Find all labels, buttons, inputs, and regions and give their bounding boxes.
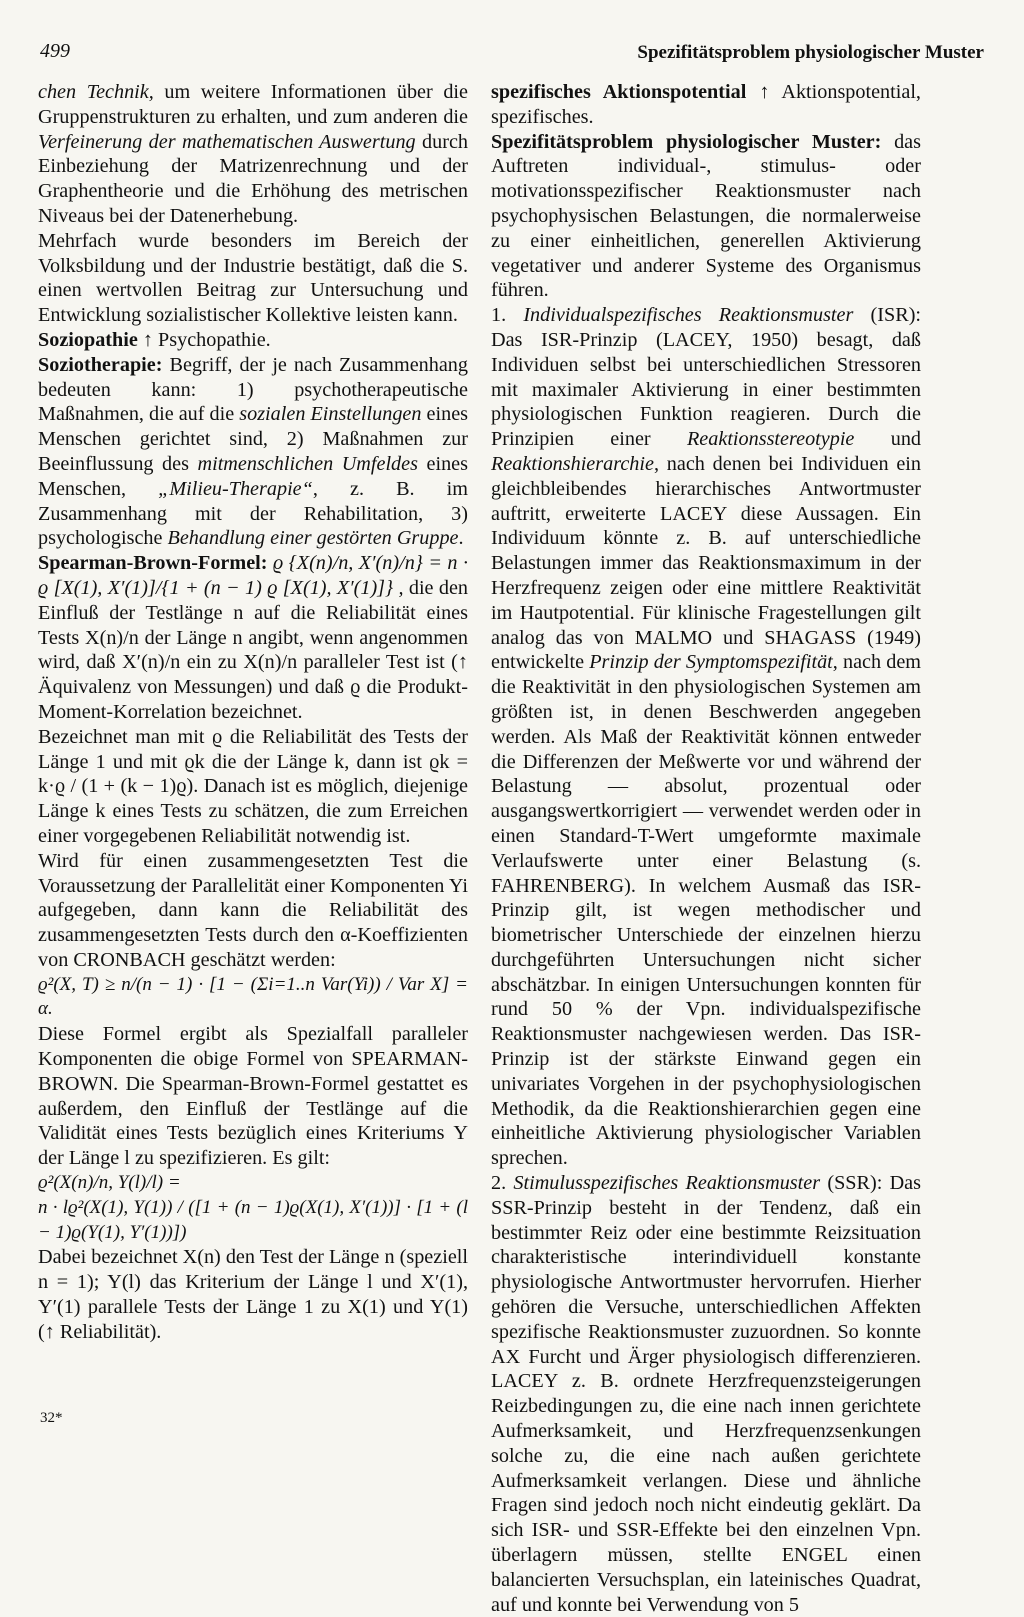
body-text: das Auftreten individual-, stimulus- oder motivationsspezifischer Reaktionsmuster nach psychophysischen Belastungen, die normalerweise zu einer einheitlichen, generellen Aktivierung vegetativer und anderer Systeme des Organismus führen. xyxy=(491,130,921,302)
section-number: 2. xyxy=(491,1172,514,1195)
paragraph-definitions: Dabei bezeichnet X(n) den Test der Länge n (speziell n = 1); Y(l) das Kriterium der Länge l und X′(1), Y′(1) parallele Tests der Länge 1 zu X(1) und Y(1) (↑ Reliabilität). xyxy=(38,1246,468,1343)
entry-term: Spezifitätsproblem physiologischer Muster: xyxy=(491,130,882,153)
paragraph-validity: Diese Formel ergibt als Spezialfall paralleler Komponenten die obige Formel von SPEARMAN-BROWN. Die Spearman-Brown-Formel gestattet es außerdem, den Einfluß der Testlänge auf die Validität eines Tests bezüglich eines Kriteriums Y der Länge l zu spezifizieren. Es gilt: xyxy=(38,1023,468,1170)
entry-spezifitaetsproblem xyxy=(491,130,921,304)
italic-text: „Milieu-Therapie“ xyxy=(158,477,313,500)
italic-text: Reaktionsstereotypie xyxy=(686,428,855,451)
section-heading: Stimulusspezifisches Reaktionsmuster xyxy=(513,1172,821,1195)
entry-term: Soziotherapie: xyxy=(38,353,163,376)
entry-term: Soziopathie xyxy=(38,328,138,351)
formula-validity-rhs: n · lϱ²(X(1), Y(1)) / ([1 + (n − 1)ϱ(X(1), X′(1))] · [1 + (l − 1)ϱ(Y(1), Y′(1))]) xyxy=(38,1196,468,1243)
right-column xyxy=(491,80,921,1617)
body-text: . xyxy=(458,527,464,550)
page-number: 499 xyxy=(40,40,70,62)
body-text: , z. B. im Zusammenhang mit der Rehabilitation, 3) psychologische xyxy=(38,477,468,550)
paragraph-volksbildung: Mehrfach wurde besonders im Bereich der Volksbildung und der Industrie bestätigt, daß die S. einen wertvollen Beitrag zur Untersuchung und Entwicklung sozialistischer Kollektive leisten kann. xyxy=(38,229,468,327)
entry-term: spezifisches Aktionspotential xyxy=(491,81,747,103)
body-text: um weitere Informationen über die Gruppenstrukturen zu erhalten, und zum anderen die xyxy=(38,81,468,128)
running-head: Spezifitätsproblem physiologischer Muster xyxy=(637,42,984,63)
body-text: eines Menschen gerichtet sind, 2) Maßnahmen zur Beeinflussung des xyxy=(38,403,469,475)
formula-alpha: ϱ²(X, T) ≥ n/(n − 1) · [1 − (Σi=1..n Var(Yi)) / Var X] = α. xyxy=(38,973,468,1020)
paragraph-technik xyxy=(38,80,468,229)
entry-soziotherapie xyxy=(38,353,468,551)
paragraph-reliability-k: Bezeichnet man mit ϱ die Reliabilität des Tests der Länge 1 und mit ϱk die der Länge k, dann ist ϱk = k·ϱ / (1 + (k − 1)ϱ). Danach ist es möglich, diejenige Länge k eines Tests zu schätzen, die zum Erreichen einer vorgegebenen Reliabilität notwendig ist. xyxy=(38,725,468,847)
body-text: Begriff, der je nach Zusammenhang bedeuten kann: 1) psychotherapeutische Maßnahmen, die auf die xyxy=(38,353,468,426)
body-text: (SSR): Das SSR-Prinzip besteht in der Tendenz, daß ein bestimmter Reiz oder eine bestimmte Reizsituation charakteristische interindividuell konstante physiologische Antwortmuster hervorrufen. Hierher gehören die Versuche, unterschiedlichen Affekten spezifische Reaktionsmuster zuzuordnen. So konnte AX Furcht und Ärger physiologisch differenzieren. LACEY z. B. ordnete Herzfrequenzsteigerungen Reizbedingungen zu, die eine nach innen gerichtete Aufmerksamkeit, und Herzfrequenzsenkungen solche zu, die eine nach außen gerichtete Aufmerksamkeit verlangen. Diese und ähnliche Fragen sind jedoch noch nicht eindeutig geklärt. Da sich ISR- und SSR-Effekte bei den einzelnen Vpn. überlagern müssen, stellte ENGEL einen balancierten Versuchsplan, ein lateinisches Quadrat, auf und konnte bei Verwendung von 5 xyxy=(491,1172,921,1616)
body-text: (ISR): Das ISR-Prinzip (LACEY, 1950) besagt, daß Individuen selbst bei unterschiedlichen Stressoren mit maximaler Aktivierung in einer bestimmten physiologischen Funktion reagieren. Durch die Prinzipien einer xyxy=(491,304,922,451)
left-column xyxy=(38,80,468,1345)
formula-inline: n · ϱ [X(1), X′(1)]/{1 + (n − 1) ϱ [X(1), X′(1)]} , xyxy=(38,552,468,599)
section-number: 1. xyxy=(491,304,524,327)
italic-text: chen Technik, xyxy=(38,81,154,103)
italic-text: sozialen Einstellungen xyxy=(239,403,422,426)
body-text: die den Einfluß der Testlänge n auf die Reliabilität eines Tests X(n)/n der Länge n angibt, wenn angenommen wird, daß X′(n)/n ein zu X(n)/n paralleler Test ist (↑ Äquivalenz von Messungen) und daß ϱ die Produkt-Moment-Korrelation bezeichnet. xyxy=(38,576,468,723)
section-ssr xyxy=(491,1171,921,1617)
formula-validity-lhs: ϱ²(X(n)/n, Y(l)/l) = xyxy=(38,1172,181,1194)
body-text: , nach dem die Reaktivität in den physiologischen Systemen am größten ist, in denen Beschwerden angegeben werden. Als Maß der Reaktivität können entweder die Differenzen der Meßwerte vor und während der Belastung — absolut, prozentual oder ausgangswertkorrigiert — verwendet werden oder in einen Standard-T-Wert umgeformte maximale Verlaufswerte unter einer Belastung (s. FAHRENBERG). In welchem Ausmaß das ISR-Prinzip gilt, ist wegen methodischer und biometrischer Unterschiede der einzelnen hierzu durchgeführten Untersuchungen nicht sicher abschätzbar. In einigen Untersuchungen konnten für rund 50 % der Vpn. individualspezifische Reaktionsmuster nachgewiesen werden. Das ISR-Prinzip ist der stärkste Einwand gegen ein univariates Vorgehen in der psychophysiologischen Methodik, da die Reaktionshierarchien gegen eine einheitliche Aktivierung physiologischer Variablen sprechen. xyxy=(491,651,921,1170)
italic-text: Verfeinerung der mathematischen Auswertung xyxy=(38,130,416,153)
italic-text: Reaktionshierarchie xyxy=(491,452,654,475)
paragraph-cronbach: Wird für einen zusammengesetzten Test die Voraussetzung der Parallelität einer Komponenten Yi aufgegeben, dann kann die Reliabilität des zusammengesetzten Tests durch den α-Koeffizienten von CRONBACH geschätzt werden: xyxy=(38,849,468,971)
italic-text: mitmenschlichen Umfeldes xyxy=(197,452,418,475)
section-isr xyxy=(491,303,921,1171)
body-text: eines Menschen, xyxy=(38,452,468,500)
italic-text: Behandlung einer gestörten Gruppe xyxy=(167,527,459,550)
section-heading: Individualspezifisches Reaktionsmuster xyxy=(523,304,854,327)
cross-reference[interactable]: ↑ Aktionspotential, spezifisches. xyxy=(491,81,921,128)
cross-reference[interactable]: ↑ Psychopathie. xyxy=(137,328,271,351)
italic-text: Prinzip der Symptomspezifität xyxy=(589,651,833,674)
body-text: , nach denen bei Individuen ein gleichbleibendes hierarchisches Antwortmuster auftritt, erweiterte LACEY diese Aussagen. Ein Individuum könnte z. B. auf unterschiedliche Belastungen immer das Reaktionsmaximum in der Herzfrequenz zeigen oder eine mittlere Reaktivität im Hautpotential. Für klinische Fragestellungen gilt analog das von MALMO und SHAGASS (1949) entwickelte xyxy=(491,452,921,674)
body-text: und xyxy=(854,428,922,451)
formula-inline: ϱ {X(n)/n, X′(n)/n} = xyxy=(267,552,448,575)
entry-term: Spearman-Brown-Formel: xyxy=(38,552,268,575)
entry-spearman-brown xyxy=(38,551,468,725)
entry-aktionspotential xyxy=(491,80,921,130)
entry-soziopathie xyxy=(38,328,468,353)
footer-signature: 32* xyxy=(40,1410,63,1426)
body-text: durch Einbeziehung der Matrizenrechnung und der Graphentheorie und die Erhöhung des metrischen Niveaus bei der Datenerhebung. xyxy=(38,130,468,227)
